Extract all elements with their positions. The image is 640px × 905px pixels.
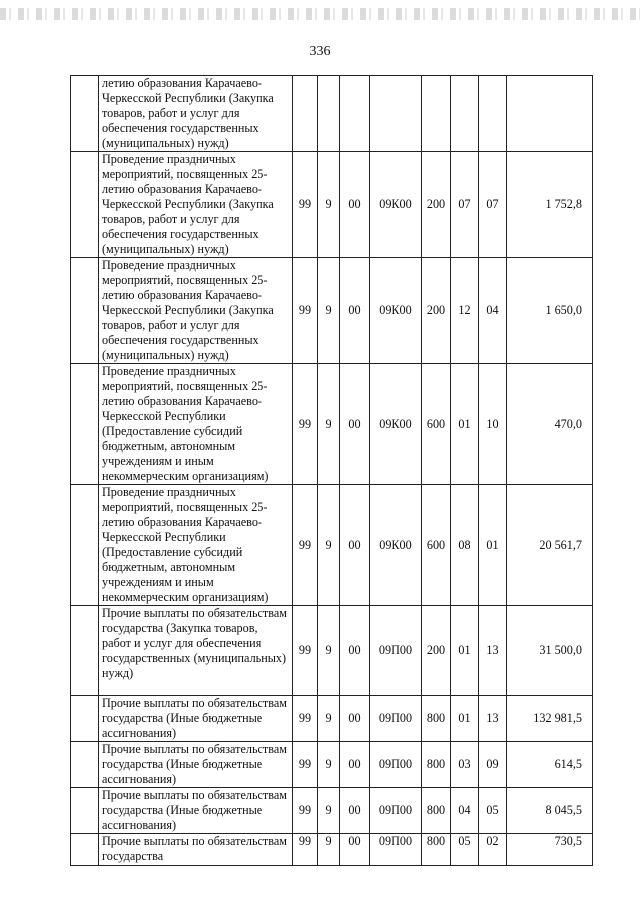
code-cell: 9 [318, 696, 340, 742]
amount-cell: 8 045,5 [507, 788, 593, 834]
code-cell: 99 [293, 485, 318, 606]
table-row [71, 76, 593, 152]
code-cell: 9 [318, 364, 340, 485]
code-cell: 99 [293, 152, 318, 258]
code-cell: 800 [422, 742, 451, 788]
code-cell: 09П00 [370, 834, 422, 866]
code-cell: 9 [318, 834, 340, 866]
table-row [71, 258, 593, 364]
expense-name-cell: Проведение праздничных мероприятий, посвященных 25-летию образования Карачаево-Черкесской Республики (Закупка товаров, работ и услуг для обеспечения государственных (муниципальных) нужд) [99, 152, 293, 258]
row-number-cell [71, 485, 99, 606]
code-cell: 99 [293, 696, 318, 742]
expense-name-cell: Проведение праздничных мероприятий, посвященных 25-летию образования Карачаево-Черкесской Республики (Предоставление субсидий бюджетным, автономным учреждениям и иным некоммерческим организациям) [99, 485, 293, 606]
code-cell: 9 [318, 152, 340, 258]
row-number-cell [71, 76, 99, 152]
code-cell: 800 [422, 834, 451, 866]
code-cell: 600 [422, 364, 451, 485]
amount-cell: 132 981,5 [507, 696, 593, 742]
row-number-cell [71, 606, 99, 696]
row-number-cell [71, 834, 99, 866]
code-cell: 01 [451, 696, 479, 742]
row-number-cell [71, 742, 99, 788]
code-cell: 02 [479, 834, 507, 866]
code-cell: 01 [451, 364, 479, 485]
code-cell: 99 [293, 834, 318, 866]
code-cell: 9 [318, 485, 340, 606]
expense-name-cell: Проведение праздничных мероприятий, посвященных 25-летию образования Карачаево-Черкесской Республики (Предоставление субсидий бюджетным, автономным учреждениям и иным некоммерческим организациям) [99, 364, 293, 485]
code-cell: 01 [479, 485, 507, 606]
code-cell: 00 [340, 485, 370, 606]
code-cell: 09П00 [370, 606, 422, 696]
amount-cell: 31 500,0 [507, 606, 593, 696]
code-cell: 13 [479, 606, 507, 696]
code-cell [479, 76, 507, 152]
table-row [71, 606, 593, 696]
budget-table [70, 75, 593, 866]
code-cell: 00 [340, 742, 370, 788]
expense-name-cell: летию образования Карачаево-Черкесской Республики (Закупка товаров, работ и услуг для обеспечения государственных (муниципальных) нужд) [99, 76, 293, 152]
table-row [71, 152, 593, 258]
code-cell: 00 [340, 788, 370, 834]
code-cell: 99 [293, 364, 318, 485]
amount-cell: 614,5 [507, 742, 593, 788]
code-cell: 09К00 [370, 152, 422, 258]
expense-name-cell: Проведение праздничных мероприятий, посвященных 25-летию образования Карачаево-Черкесской Республики (Закупка товаров, работ и услуг для обеспечения государственных (муниципальных) нужд) [99, 258, 293, 364]
code-cell: 800 [422, 788, 451, 834]
code-cell: 09П00 [370, 696, 422, 742]
amount-cell: 1 752,8 [507, 152, 593, 258]
code-cell: 9 [318, 788, 340, 834]
code-cell: 99 [293, 258, 318, 364]
expense-name-cell: Прочие выплаты по обязательствам государства (Закупка товаров, работ и услуг для обеспечения государственных (муниципальных) нужд) [99, 606, 293, 696]
table-row [71, 834, 593, 866]
code-cell [340, 76, 370, 152]
code-cell: 800 [422, 696, 451, 742]
code-cell: 05 [451, 834, 479, 866]
code-cell [293, 76, 318, 152]
table-row [71, 364, 593, 485]
code-cell: 99 [293, 606, 318, 696]
code-cell: 200 [422, 606, 451, 696]
code-cell: 01 [451, 606, 479, 696]
code-cell: 600 [422, 485, 451, 606]
code-cell: 00 [340, 258, 370, 364]
table-row [71, 485, 593, 606]
amount-cell: 1 650,0 [507, 258, 593, 364]
row-number-cell [71, 364, 99, 485]
row-number-cell [71, 788, 99, 834]
row-number-cell [71, 152, 99, 258]
code-cell: 9 [318, 606, 340, 696]
row-number-cell [71, 258, 99, 364]
code-cell: 00 [340, 364, 370, 485]
table-row [71, 742, 593, 788]
code-cell: 04 [451, 788, 479, 834]
code-cell: 9 [318, 258, 340, 364]
code-cell: 09П00 [370, 742, 422, 788]
code-cell: 00 [340, 696, 370, 742]
code-cell: 07 [451, 152, 479, 258]
table-row [71, 696, 593, 742]
code-cell [422, 76, 451, 152]
code-cell: 09П00 [370, 788, 422, 834]
amount-cell: 470,0 [507, 364, 593, 485]
code-cell: 10 [479, 364, 507, 485]
expense-name-cell: Прочие выплаты по обязательствам государства (Иные бюджетные ассигнования) [99, 742, 293, 788]
code-cell: 12 [451, 258, 479, 364]
page-number: 336 [309, 44, 331, 59]
amount-cell [507, 76, 593, 152]
code-cell: 13 [479, 696, 507, 742]
code-cell: 99 [293, 788, 318, 834]
expense-name-cell: Прочие выплаты по обязательствам государства [99, 834, 293, 866]
expense-name-cell: Прочие выплаты по обязательствам государства (Иные бюджетные ассигнования) [99, 696, 293, 742]
amount-cell: 20 561,7 [507, 485, 593, 606]
scan-artifact-line [0, 8, 640, 20]
code-cell: 99 [293, 742, 318, 788]
code-cell [318, 76, 340, 152]
code-cell: 200 [422, 152, 451, 258]
code-cell: 00 [340, 152, 370, 258]
expense-name-cell: Прочие выплаты по обязательствам государства (Иные бюджетные ассигнования) [99, 788, 293, 834]
code-cell: 08 [451, 485, 479, 606]
code-cell: 04 [479, 258, 507, 364]
code-cell: 00 [340, 606, 370, 696]
row-number-cell [71, 696, 99, 742]
code-cell [370, 76, 422, 152]
code-cell: 03 [451, 742, 479, 788]
code-cell: 200 [422, 258, 451, 364]
code-cell: 09К00 [370, 258, 422, 364]
code-cell [451, 76, 479, 152]
code-cell: 09К00 [370, 364, 422, 485]
code-cell: 07 [479, 152, 507, 258]
code-cell: 09 [479, 742, 507, 788]
code-cell: 09К00 [370, 485, 422, 606]
code-cell: 00 [340, 834, 370, 866]
table-row [71, 788, 593, 834]
code-cell: 9 [318, 742, 340, 788]
code-cell: 05 [479, 788, 507, 834]
amount-cell: 730,5 [507, 834, 593, 866]
